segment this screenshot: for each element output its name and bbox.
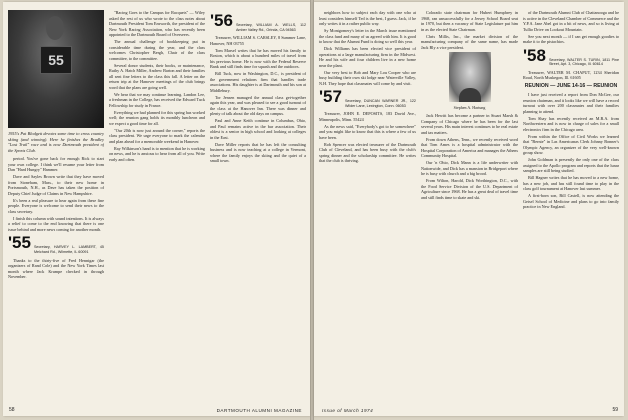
paragraph: Bill Hagner writes that he has moved to a new home, has a new job, and has still found time to play in the class golf tournament at Hanover last summer. [523,175,619,192]
paragraph: From Wilton, Harold, Dick Worthington, D.C., with the Food Service Division of the U.S. Department of Agriculture since 1968. He has a great deal of travel time and still finds time to skate and ski. [421,178,518,200]
paragraph: See you next month — if I can get enough goodies to make it to the pistachios. [523,33,619,44]
paragraph: Our 'n Ohio, Dick Mann is a life underwriter with Nationwide, and Dick has a mansion in Bridgeport where he is busy with church and a big brood. [421,160,518,176]
class-1955-heading [8,235,104,254]
ski-racer-photo [8,10,104,128]
paragraph: Thanks to the thirty-five of Fred Hennigar (the organizers of Rand Cole) and the New York Times last month where Jack Krumpe checked in through November. [8,257,104,280]
left-column-2 [109,10,205,400]
page-number: 59 [612,407,618,413]
right-column-3 [523,10,619,400]
class-year: '58 [523,45,546,65]
paragraph: It's been a real pleasure to hear again from these fine people. Everyone is welcome to send their news to the class secretary. [8,197,104,214]
paragraph: Dick Williams has been elected vice president of operations at a large manufacturing firm in the Midwest. He and his wife and four children live in a new home near the plant. [319,46,416,68]
paragraph: "Racing Goes to the Campus for Racquets" — Wiley asked the rest of us who wrote to the class notes about Dartmouth President Tom Ensworth, the president of the New York Racing Association, who has recently been appointed to the Dartmouth Board of Overseers. [109,10,205,37]
photo-caption: 1955's Pat Blodgett devotes some time to cross country skiing (and winning). Here he finishes the Bradley "Lost Trail" race and is now Dartmouth president of the Sports Club. [8,131,104,153]
class-1956-heading [210,13,306,32]
secretary-address: Secretary, WALTER S. TURIN, 1811 Pine Street, Apt. 3, Chicago, Ill. 60614 [548,57,619,67]
left-page [3,2,310,416]
paragraph: of the Dartmouth Alumni Club of Chattanooga and he is active in the Cleveland Chamber of Commerce and the Y.P.A. Jane Abel got in a bit of news, and so is living at Tullio Drive on Lookout Mountain. [523,10,619,32]
paragraph: Several donor students, their books, or maintenance, Ruthy A. Hatch Miller, Andrew Barton and their families all sent fine letters to the class this fall. A letter on the return trip at the Hanover meetings of the club brings word that the plans are going well. [109,62,205,90]
left-column-3 [210,10,306,400]
classmate-portrait-photo [449,52,491,102]
paragraph: From down Athens, Tenn., we recently received word that Tom Ames is a hospital administrator with the Hospital Corporation of America and manages the Athens Community Hospital. [421,136,518,158]
secretary-address: Secretary, DUNCAN WARNER JR., 122 Wilder Lane, Lexington, Conn. 06053 [344,99,416,108]
secretary-address: Secretary, WILLIAM A. WELLS, 112 Amber Valley Rd., Orinda, CA 94563 [235,23,306,32]
paragraph: Sy Montgomery's letter in the March issue mentioned the class fund and many of us agreed with him. It is good to know that the Alumni Fund is doing so well this year. [319,28,416,44]
reunion-heading: REUNION — JUNE 14-16 — REUNION [524,82,618,89]
paragraph: Chris Millis, Inc., the market division of the manufacturing company of the same name, has made Jack Bly a vice president. [421,33,518,50]
paragraph: Everything we had planned for this spring has worked well; the reunion gang holds its monthly luncheon and we expect a good time for all. [109,109,205,126]
paragraph: Treasurer, JOHN E. DEPOSITS, 183 David Ave., Minneapolis, Minn. 55424 [319,111,416,122]
paragraph: period. You've gone back for enough Rick to start your own college. I think we'll resume your letter from Dan "Hard Hungry" Hammer. [8,156,104,173]
paragraph: I finish this column with sound intentions. It is always a relief to come to the end knowing that there is one issue behind and more news coming for another month. [8,215,104,232]
bib-number: 55 [40,46,72,74]
class-year: '55 [8,233,31,253]
paragraph: Treasurer, WALTER M. CHAPUT, 1234 Sheridan Road, North Muskegon, Ill. 61605 [523,69,619,81]
left-column-1 [8,10,104,400]
paragraph: A first-born son, Bill Castell, is now attending the Geisel School of Medicine and plans to go into family practice in New England. [523,193,619,210]
paragraph: Dave Miller reports that he has left the consulting business and is now teaching at a college in Vermont, where the family enjoys the skiing and the quiet of a small town. [210,141,306,164]
paragraph: We hear that we may continue learning. Landon Lee, a freshman in the College, has received the Edward Tuck Fellowship for study in France. [109,91,205,108]
paragraph: Ray Wilkinson's hand is to mention that he is working on news, and he is anxious to hear from all of you. Write early and often. [109,145,205,162]
paragraph: Tom Shay has recently received an M.B.A. from Northwestern and is now in charge of sales for a small electronics firm in the Chicago area. [523,115,619,132]
paragraph: Treasurer, WILLIAM S. CARSLEY, 8 Summer Lane, Hanover, NH 03755 [210,35,306,46]
portrait-caption: Stephen A. Hartung [453,105,486,110]
right-column-1 [319,10,416,400]
page-number: 58 [9,407,15,413]
right-column-2 [421,10,518,400]
paragraph: Colorado state chairman for Hubert Humphrey in 1968, ran unsuccessfully for a Jersey School Board seat in 1970, but then a vacancy of State Legislature put him in as the elected State Chairman. [421,10,518,32]
class-1958-heading [523,45,619,67]
paragraph: Dave and Sayles Brown write that they have moved from Stoneham, Mass., to their new home in Portsmouth, N.H., as Dave has taken the position of Deputy Chief Judge of Claims in New Hampshire. [8,174,104,196]
paragraph: Tom Marsel writes that he has moved his family to Boston, which is about a hundred miles of travel from his previous home. He is now with the Federal Reserve Bank and still finds time for squash and the outdoors. [210,47,306,70]
paragraph: Tor Jensen managed the annual class get-together again this year, and was pleased to see a good turnout of the class at the Hanover Inn. There was dinner and plenty of talk about the old days on campus. [210,94,306,117]
paragraph: Our very best to Bob and Mary Lou Cooper who are busy building their own ski lodge near Waterville Valley, N.H. They hope that classmates will come by and visit. [319,69,416,86]
paragraph: neighbors how to subject each day with one who at least considers himself Ted is the best, I guess. Jack, if he only writes it in a rather public way. [319,10,416,26]
paragraph: "Our 20th is now just around the corner," reports the class president. We urge everyone to mark the calendar and plan ahead for a memorable weekend in Hanover. [109,127,205,144]
class-1957-heading [319,89,416,108]
class-year: '56 [210,11,233,30]
magazine-footer: DARTMOUTH ALUMNI MAGAZINE [216,408,302,413]
paragraph: Paul and Anne Keith continue in Columbus, Ohio, and Paul remains active in the bar association. Their oldest is a senior in high school and looking at colleges in the East. [210,118,306,140]
paragraph: From within the Office of Civil Works we learned that "Bernie" in Las Americanas Clerk Johnny Bonner's Olympic Agency, an organizer of the very well-known group show. [523,133,619,156]
skier-figure [46,16,64,40]
paragraph: I have just received a report from Don McGee, our reunion chairman, and it looks like we will have a record turnout with over 200 classmates and their families planning to attend. [523,92,619,114]
right-page [314,2,624,416]
secretary-address: Secretary, HARVEY L. LAMBERT, 45 Melchard Rd., Wilmette, IL 60091 [33,245,104,254]
paragraph: The annual challenge of bookkeeping put in considerable time during the year, and the class welcomes Christopher Bergh, Chair of the class committee, to the committee. [109,39,205,61]
paragraph: John Goldman is presently the only one of the class assigned to the Apollo program and reports that the lunar samples are still being studied. [523,157,619,174]
class-year: '57 [319,87,342,106]
paragraph: As the news said, "Everybody's got to be somewhere" and you might like to know that this is where a few of us have been. [319,123,416,140]
paragraph: Rob Spencer was elected treasurer of the Dartmouth Club of Cleveland, and has been busy with the club's spring dinner and the scholarship committee. He writes that the club is thriving. [319,141,416,164]
issue-footer: Issue of March 1974 [322,408,374,413]
paragraph: Bill Tuck, now in Washington, D.C., is president of the government relations firm that handles trade associations. His daughter is at Dartmouth and his son at Middlebury. [210,71,306,93]
paragraph: Jack Hewitt has become a partner in Stuart Marsh & Company of Chicago where he has been for the last several years. His main interest continues to be real estate and tax matters. [421,113,518,135]
